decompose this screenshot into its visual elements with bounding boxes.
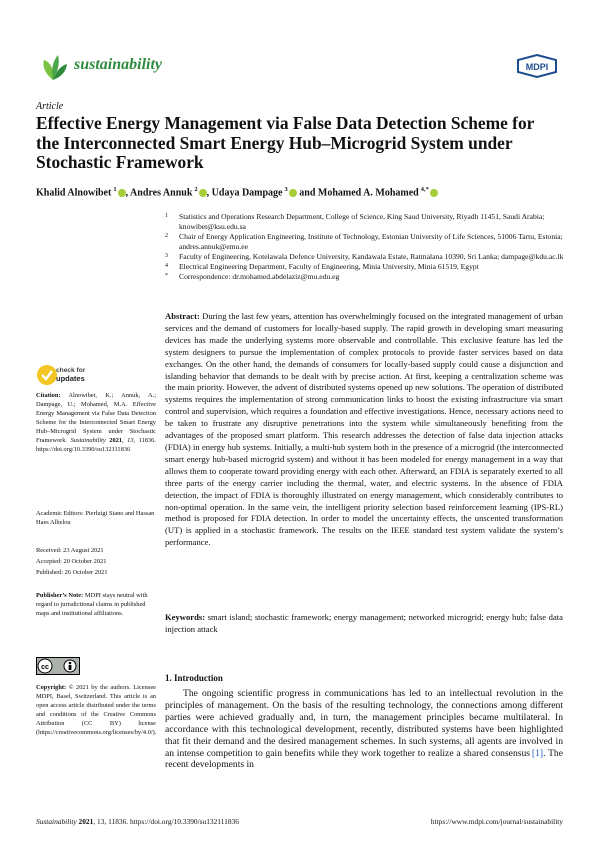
affiliation-item bbox=[165, 212, 565, 232]
publisher-note-label: Publisher’s Note: bbox=[36, 592, 84, 599]
accepted-date: Accepted: 20 October 2021 bbox=[36, 558, 107, 565]
affiliation-item bbox=[165, 262, 565, 272]
footer-journal-url[interactable]: https://www.mdpi.com/journal/sustainability bbox=[430, 817, 563, 826]
orcid-icon[interactable] bbox=[430, 189, 438, 197]
affiliation-text: Correspondence: dr.mohamed.abdelaziz@mu.edu.eg bbox=[179, 272, 340, 281]
orcid-icon[interactable] bbox=[118, 189, 126, 197]
author-affil-sup: 2 bbox=[194, 186, 198, 193]
author-affil-sup: 4,* bbox=[420, 186, 429, 193]
copyright-block bbox=[36, 683, 156, 737]
author-affil-sup: 1 bbox=[113, 186, 117, 193]
affiliation-num: 2 bbox=[165, 233, 168, 239]
footer-doi[interactable]: , 13, 11836. https://doi.org/10.3390/su132111836 bbox=[93, 817, 239, 826]
copyright-text: © 2021 by the authors. Licensee MDPI, Basel, Switzerland. This article is an open access article distributed under the terms and conditions of the Creative Commons Attribution (CC BY) license (https://creativecommons.org/licenses/by/4.0/). bbox=[36, 684, 157, 736]
keywords bbox=[165, 612, 563, 636]
author-separator: and bbox=[296, 187, 318, 199]
orcid-icon[interactable] bbox=[289, 189, 297, 197]
footer-citation bbox=[36, 817, 239, 826]
affiliation-item bbox=[165, 232, 565, 252]
check-for-updates[interactable] bbox=[56, 367, 85, 382]
affiliation-num: 4 bbox=[165, 263, 168, 269]
journal-name: sustainability bbox=[74, 56, 163, 73]
abstract-text: During the last few years, attention has overwhelmingly focused on the integrated management of urban services and the demand of customers for locally-based supply. The rapid growth in developing smart measuring devices has made the underlying systems more observable and controllable. This exclusive feature has led the system designers to pursue the implementation of complex protocols to provide faster services based on data exchanges. On the other hand, the demands of consumers for locally-based supply could cause a disjunction and islanding behavior that demands to be dealt with by precise action. At first, keeping a centralization scheme was the main priority. However, the advent of distributed systems opened up new solutions. The operation of distributed systems requires the implementation of strong communication links to boost the existing infrastructure via smart control and supervision, which requires a foundation and effective investigations. Hence, necessary actions need to be taken to frustrate any disruptive penetrations into the system while simultaneously benefiting from the advantages of the proposed smart platform. This research addresses the detection of false data injection attacks (FDIA) in energy hub systems. Initially, a multi-hub system both in the presence of a microgrid (the interconnected smart energy hub-based microgrid system) and without it has been modeled for energy management in a way that allows them to cooperate toward providing energy with each other. Afterward, an FDIA is separately exerted to all three parts of the energy carrier including the thermal, water, and electric systems. In the absence of FDIA detection, the impact of FDIA is thoroughly illustrated on energy management, which considerably contributes to non-optimal operation. In the same vein, the intelligent priority selection based reinforcement learning (IPS-RL) method is proposed for FDIA detection. In order to model the uncertainty effects, the unscented transformation (UT) is applied in a stochastic framework. The results on the IEEE standard test system validate the system’s performance. bbox=[165, 311, 563, 548]
abstract-label: Abstract: bbox=[165, 311, 200, 321]
check-for-updates-icon[interactable] bbox=[36, 364, 58, 386]
author-separator: , bbox=[206, 187, 212, 199]
cc-by-license-icon[interactable] bbox=[36, 657, 80, 675]
check-updates-line2: updates bbox=[56, 373, 85, 383]
affiliation-num: * bbox=[165, 273, 168, 279]
citation-text: Alnowibet, K.; Annuk, A.; Dampage, U.; Mohamed, M.A. Effective Energy Management via False Data Detection Scheme for the Interconnected Smart Energy Hub–Microgrid System under Stochastic Framework. bbox=[36, 392, 156, 444]
publisher-name: MDPI bbox=[525, 62, 549, 72]
orcid-icon[interactable] bbox=[199, 189, 207, 197]
author-name: Udaya Dampage bbox=[211, 187, 283, 199]
affiliation-item bbox=[165, 252, 565, 262]
copyright-label: Copyright: bbox=[36, 684, 67, 691]
paper-title: Effective Energy Management via False Data Detection Scheme for the Interconnected Smart Energy Hub–Microgrid System under Stochastic Framework bbox=[36, 113, 535, 172]
academic-editors: Academic Editors: Pierluigi Siano and Hassan Haes Alhelou bbox=[36, 510, 155, 526]
section-heading: 1. Introduction bbox=[165, 673, 223, 683]
author-separator: , bbox=[125, 187, 131, 199]
article-type: Article bbox=[36, 101, 64, 112]
publisher-note bbox=[36, 591, 156, 618]
footer-journal: Sustainability bbox=[36, 817, 77, 826]
received-date: Received: 23 August 2021 bbox=[36, 547, 104, 554]
intro-text: The ongoing scientific progress in communications has led to an intellectual revolution in the principles of management. On the basis of the resulting technology, the connections among different parties were achieved gradually and, in turn, the management principles became multilateral. In accordance with this technological development, recently, distributed systems have been highlighted that fit their demand and the desired management schemes. In such systems, all agents are involved in an intense competition to gain benefits while they work together to realize a shared consensus bbox=[165, 688, 563, 759]
author-name: Mohamed A. Mohamed bbox=[317, 187, 419, 199]
affiliation-num: 3 bbox=[165, 253, 168, 259]
affiliation-item bbox=[165, 272, 565, 282]
keywords-label: Keywords: bbox=[165, 612, 206, 622]
author-name: Khalid Alnowibet bbox=[36, 187, 112, 199]
publisher-note-text: MDPI stays neutral with regard to jurisdictional claims in published maps and institutional affiliations. bbox=[36, 592, 148, 617]
affiliation-text: Chair of Energy Application Engineering, Institute of Technology, Estonian University of Life Sciences, 51006 Tartu, Estonia; andres.annuk@emu.ee bbox=[179, 232, 563, 251]
keywords-text: smart island; stochastic framework; energy management; networked microgrid; energy hub; false data injection attack bbox=[165, 612, 563, 634]
affiliations bbox=[165, 212, 565, 282]
citation-journal: Sustainability bbox=[70, 437, 106, 444]
affiliation-text: Electrical Engineering Department, Faculty of Engineering, Minia University, Minia 61519, Egypt bbox=[179, 262, 479, 271]
author-list bbox=[36, 186, 566, 198]
abstract bbox=[165, 311, 563, 549]
citation-label: Citation: bbox=[36, 392, 61, 399]
citation-tail[interactable]: , 11836. https://doi.org/10.3390/su132111836 bbox=[36, 437, 156, 453]
author-name: Andres Annuk bbox=[130, 187, 193, 199]
svg-text:cc: cc bbox=[41, 664, 49, 671]
affiliation-num: 1 bbox=[165, 213, 168, 219]
introduction-text bbox=[165, 688, 563, 771]
mdpi-logo-icon bbox=[516, 54, 558, 78]
reference-link[interactable]: [1] bbox=[531, 747, 544, 759]
affiliation-text: Statistics and Operations Research Department, College of Science, King Saud University, Riyadh 11451, Saudi Arabia; knowibet@ksu.edu.sa bbox=[179, 212, 545, 231]
author-affil-sup: 3 bbox=[284, 186, 288, 193]
citation-block: Citation: Alnowibet, K.; Annuk, A.; Dampage, U.; Mohamed, M.A. Effective Energy Management via False Data Detection Scheme for the Interconnected Smart Energy Hub–Microgrid System under Stochastic Framework. Sustainability 2021, 13, 11836. https://doi.org/10.3390/su132111836 bbox=[36, 392, 156, 453]
affiliation-text: Faculty of Engineering, Kotelawala Defence University, Kandawala Estate, Ratmalana 10390, Sri Lanka; dampage@kdu.ac.lk bbox=[179, 252, 564, 261]
citation-volume: 13 bbox=[127, 437, 134, 444]
citation-year: 2021 bbox=[109, 437, 123, 444]
intro-text-tail: . The recent developments in bbox=[165, 747, 563, 771]
check-updates-line1: check for bbox=[56, 367, 86, 374]
published-date: Published: 26 October 2021 bbox=[36, 569, 108, 576]
journal-logo-icon bbox=[36, 50, 70, 84]
footer-year: 2021 bbox=[78, 817, 94, 826]
